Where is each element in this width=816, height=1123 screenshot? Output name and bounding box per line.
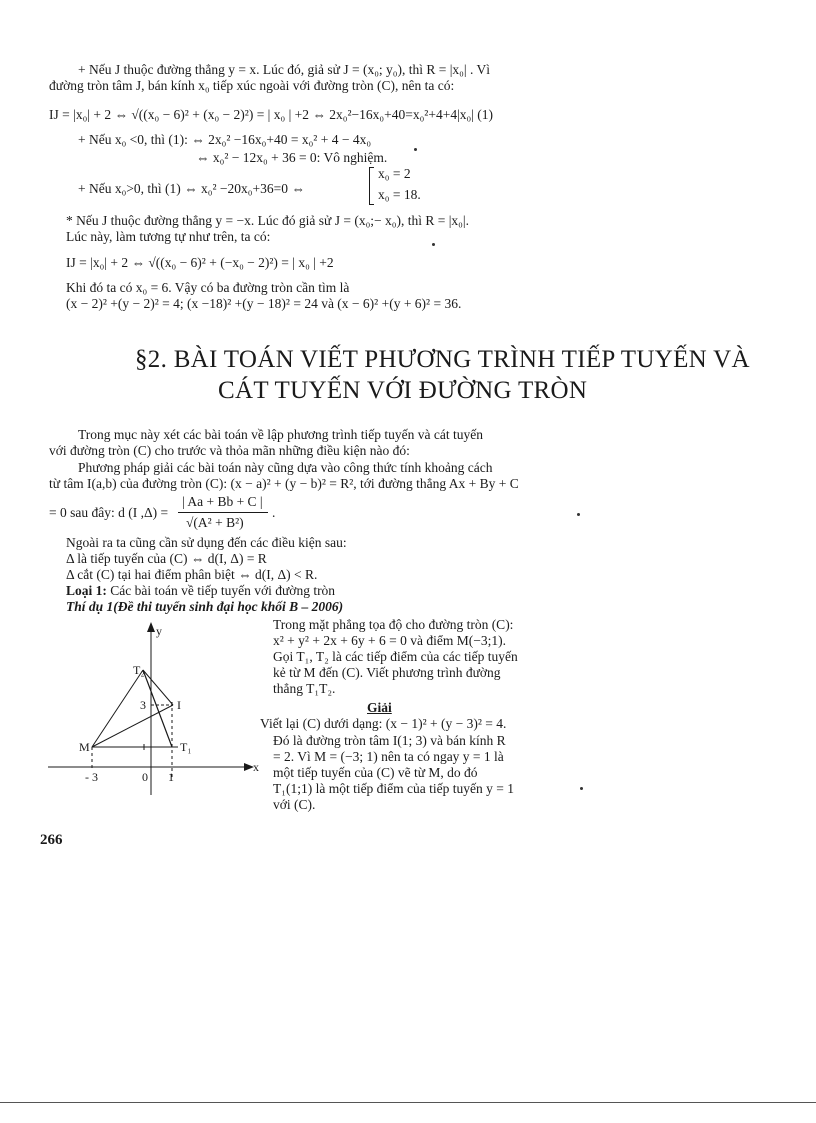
section-title: CÁT TUYẾN VỚI ĐƯỜNG TRÒN xyxy=(218,377,588,404)
example-title: Thí dụ 1(Đề thi tuyển sinh đại học khối B – 2006) xyxy=(66,599,344,614)
section-title: §2. BÀI TOÁN VIẾT PHƯƠNG TRÌNH TIẾP TUYẾN VÀ xyxy=(135,346,750,373)
text-line: * Nếu J thuộc đường thẳng y = −x. Lúc đó giả sử J = (x₀;− x₀), thì R = |x₀|. xyxy=(66,213,469,228)
system-brace xyxy=(369,167,374,205)
paragraph-line: Δ là tiếp tuyến của (C) ⇔ d(I, Δ) = R xyxy=(66,551,267,566)
text-line: + Nếu x₀>0, thì (1) ⇔ x₀² −20x₀+36=0 ⇔ xyxy=(78,181,305,196)
y-axis-label: y xyxy=(156,624,162,638)
y-axis-arrow xyxy=(147,622,155,632)
scan-speck xyxy=(580,787,583,790)
loai-heading xyxy=(66,583,335,599)
paragraph-line: Phương pháp giải các bài toán này cũng dựa vào công thức tính khoảng cách xyxy=(78,460,493,475)
solution-line: = 2. Vì M = (−3; 1) nên ta có ngay y = 1 là xyxy=(273,749,504,764)
problem-line: thẳng T₁T₂. xyxy=(273,681,336,696)
problem-line: Gọi T₁, T₂ là các tiếp điểm của các tiếp tuyến xyxy=(273,649,518,664)
text-line: + Nếu x₀ <0, thì (1): ⇔ 2x₀² −16x₀+40 = x₀² + 4 − 4x₀ xyxy=(78,132,372,147)
solution-line: T₁(1;1) là một tiếp điểm của tiếp tuyến y = 1 xyxy=(273,781,515,796)
segment-t2i xyxy=(143,670,173,705)
point-t2-label: T₂ xyxy=(133,663,145,677)
equation-line: IJ = |x₀| + 2 ⇔ √((x₀ − 6)² + (−x₀ − 2)²) = | x₀ | +2 xyxy=(66,255,334,270)
equation-line: (x − 2)² +(y − 2)² = 4; (x −18)² +(y − 18)² = 24 và (x − 6)² +(y + 6)² = 36. xyxy=(66,296,462,311)
equation-line: x₀ = 2 xyxy=(378,166,411,181)
segment-mi xyxy=(92,705,173,747)
equation-line: x₀ = 18. xyxy=(378,187,421,202)
point-i-label: I xyxy=(177,698,181,712)
tick-3-label: 3 xyxy=(140,698,146,712)
fraction-bar xyxy=(178,512,268,513)
paragraph-line: với đường tròn (C) cho trước và thỏa mãn những điều kiện nào đó: xyxy=(49,443,410,458)
loai-label: Loại 1: xyxy=(66,583,107,598)
paragraph-line: từ tâm I(a,b) của đường tròn (C): (x − a)² + (y − b)² = R², tới đường thẳng Ax + By + C xyxy=(49,476,519,491)
origin-label: 0 xyxy=(142,770,148,784)
text-line: Lúc này, làm tương tự như trên, ta có: xyxy=(66,229,271,244)
formula-end: . xyxy=(272,505,276,520)
paragraph-line: Ngoài ra ta cũng cần sử dụng đến các điều kiện sau: xyxy=(66,535,347,550)
solution-heading: Giải xyxy=(367,700,392,715)
page-bottom-rule xyxy=(0,1102,816,1103)
text-line: đường tròn tâm J, bán kính x₀ tiếp xúc ngoài với đường tròn (C), nên ta có: xyxy=(49,78,455,93)
page-number: 266 xyxy=(40,832,63,848)
text-line: ⇔ x₀² − 12x₀ + 36 = 0: Vô nghiệm. xyxy=(196,150,388,165)
paragraph-line: Trong mục này xét các bài toán về lập phương trình tiếp tuyến và cát tuyến xyxy=(78,427,483,442)
tick-1-label: 1 xyxy=(168,770,174,784)
paragraph-line: Δ cắt (C) tại hai điểm phân biệt ⇔ d(I, Δ) < R. xyxy=(66,567,318,582)
scan-speck xyxy=(414,148,417,151)
solution-line: Đó là đường tròn tâm I(1; 3) và bán kính R xyxy=(273,733,506,748)
solution-line: với (C). xyxy=(273,797,316,812)
problem-line: x² + y² + 2x + 6y + 6 = 0 và điểm M(−3;1). xyxy=(273,633,507,648)
problem-line: Trong mặt phẳng tọa độ cho đường tròn (C): xyxy=(273,617,514,632)
tangent-line-mt2 xyxy=(92,670,143,747)
scan-speck xyxy=(577,513,580,516)
geometry-figure xyxy=(40,620,270,800)
formula-denominator: √(A² + B²) xyxy=(186,515,244,530)
point-m-label: M xyxy=(79,740,90,754)
problem-line: kẻ từ M đến (C). Viết phương trình đường xyxy=(273,665,501,680)
point-t1-label: T₁ xyxy=(180,740,192,754)
loai-text: Các bài toán về tiếp tuyến với đường tròn xyxy=(106,583,336,598)
solution-line: Viết lại (C) dưới dạng: (x − 1)² + (y − 3)² = 4. xyxy=(260,716,507,731)
equation-line: IJ = |x₀| + 2 ⇔ √((x₀ − 6)² + (x₀ − 2)²) = | x₀ | +2 ⇔ 2x₀²−16x₀+40=x₀²+4+4|x₀| (1) xyxy=(49,107,494,122)
solution-line: một tiếp tuyến của (C) vẽ từ M, do đó xyxy=(273,765,478,780)
chord-t1t2 xyxy=(143,670,172,747)
text-line: Khi đó ta có x₀ = 6. Vậy có ba đường tròn cần tìm là xyxy=(66,280,350,295)
text-line: + Nếu J thuộc đường thẳng y = x. Lúc đó, giả sử J = (x₀; y₀), thì R = |x₀| . Vì xyxy=(78,62,490,77)
formula-lead: = 0 sau đây: d (I ,Δ) = xyxy=(49,505,169,520)
x-axis-label: x xyxy=(253,760,259,774)
scan-speck xyxy=(432,243,435,246)
tick-neg3-label: - 3 xyxy=(85,770,98,784)
formula-numerator: | Aa + Bb + C | xyxy=(182,494,263,509)
